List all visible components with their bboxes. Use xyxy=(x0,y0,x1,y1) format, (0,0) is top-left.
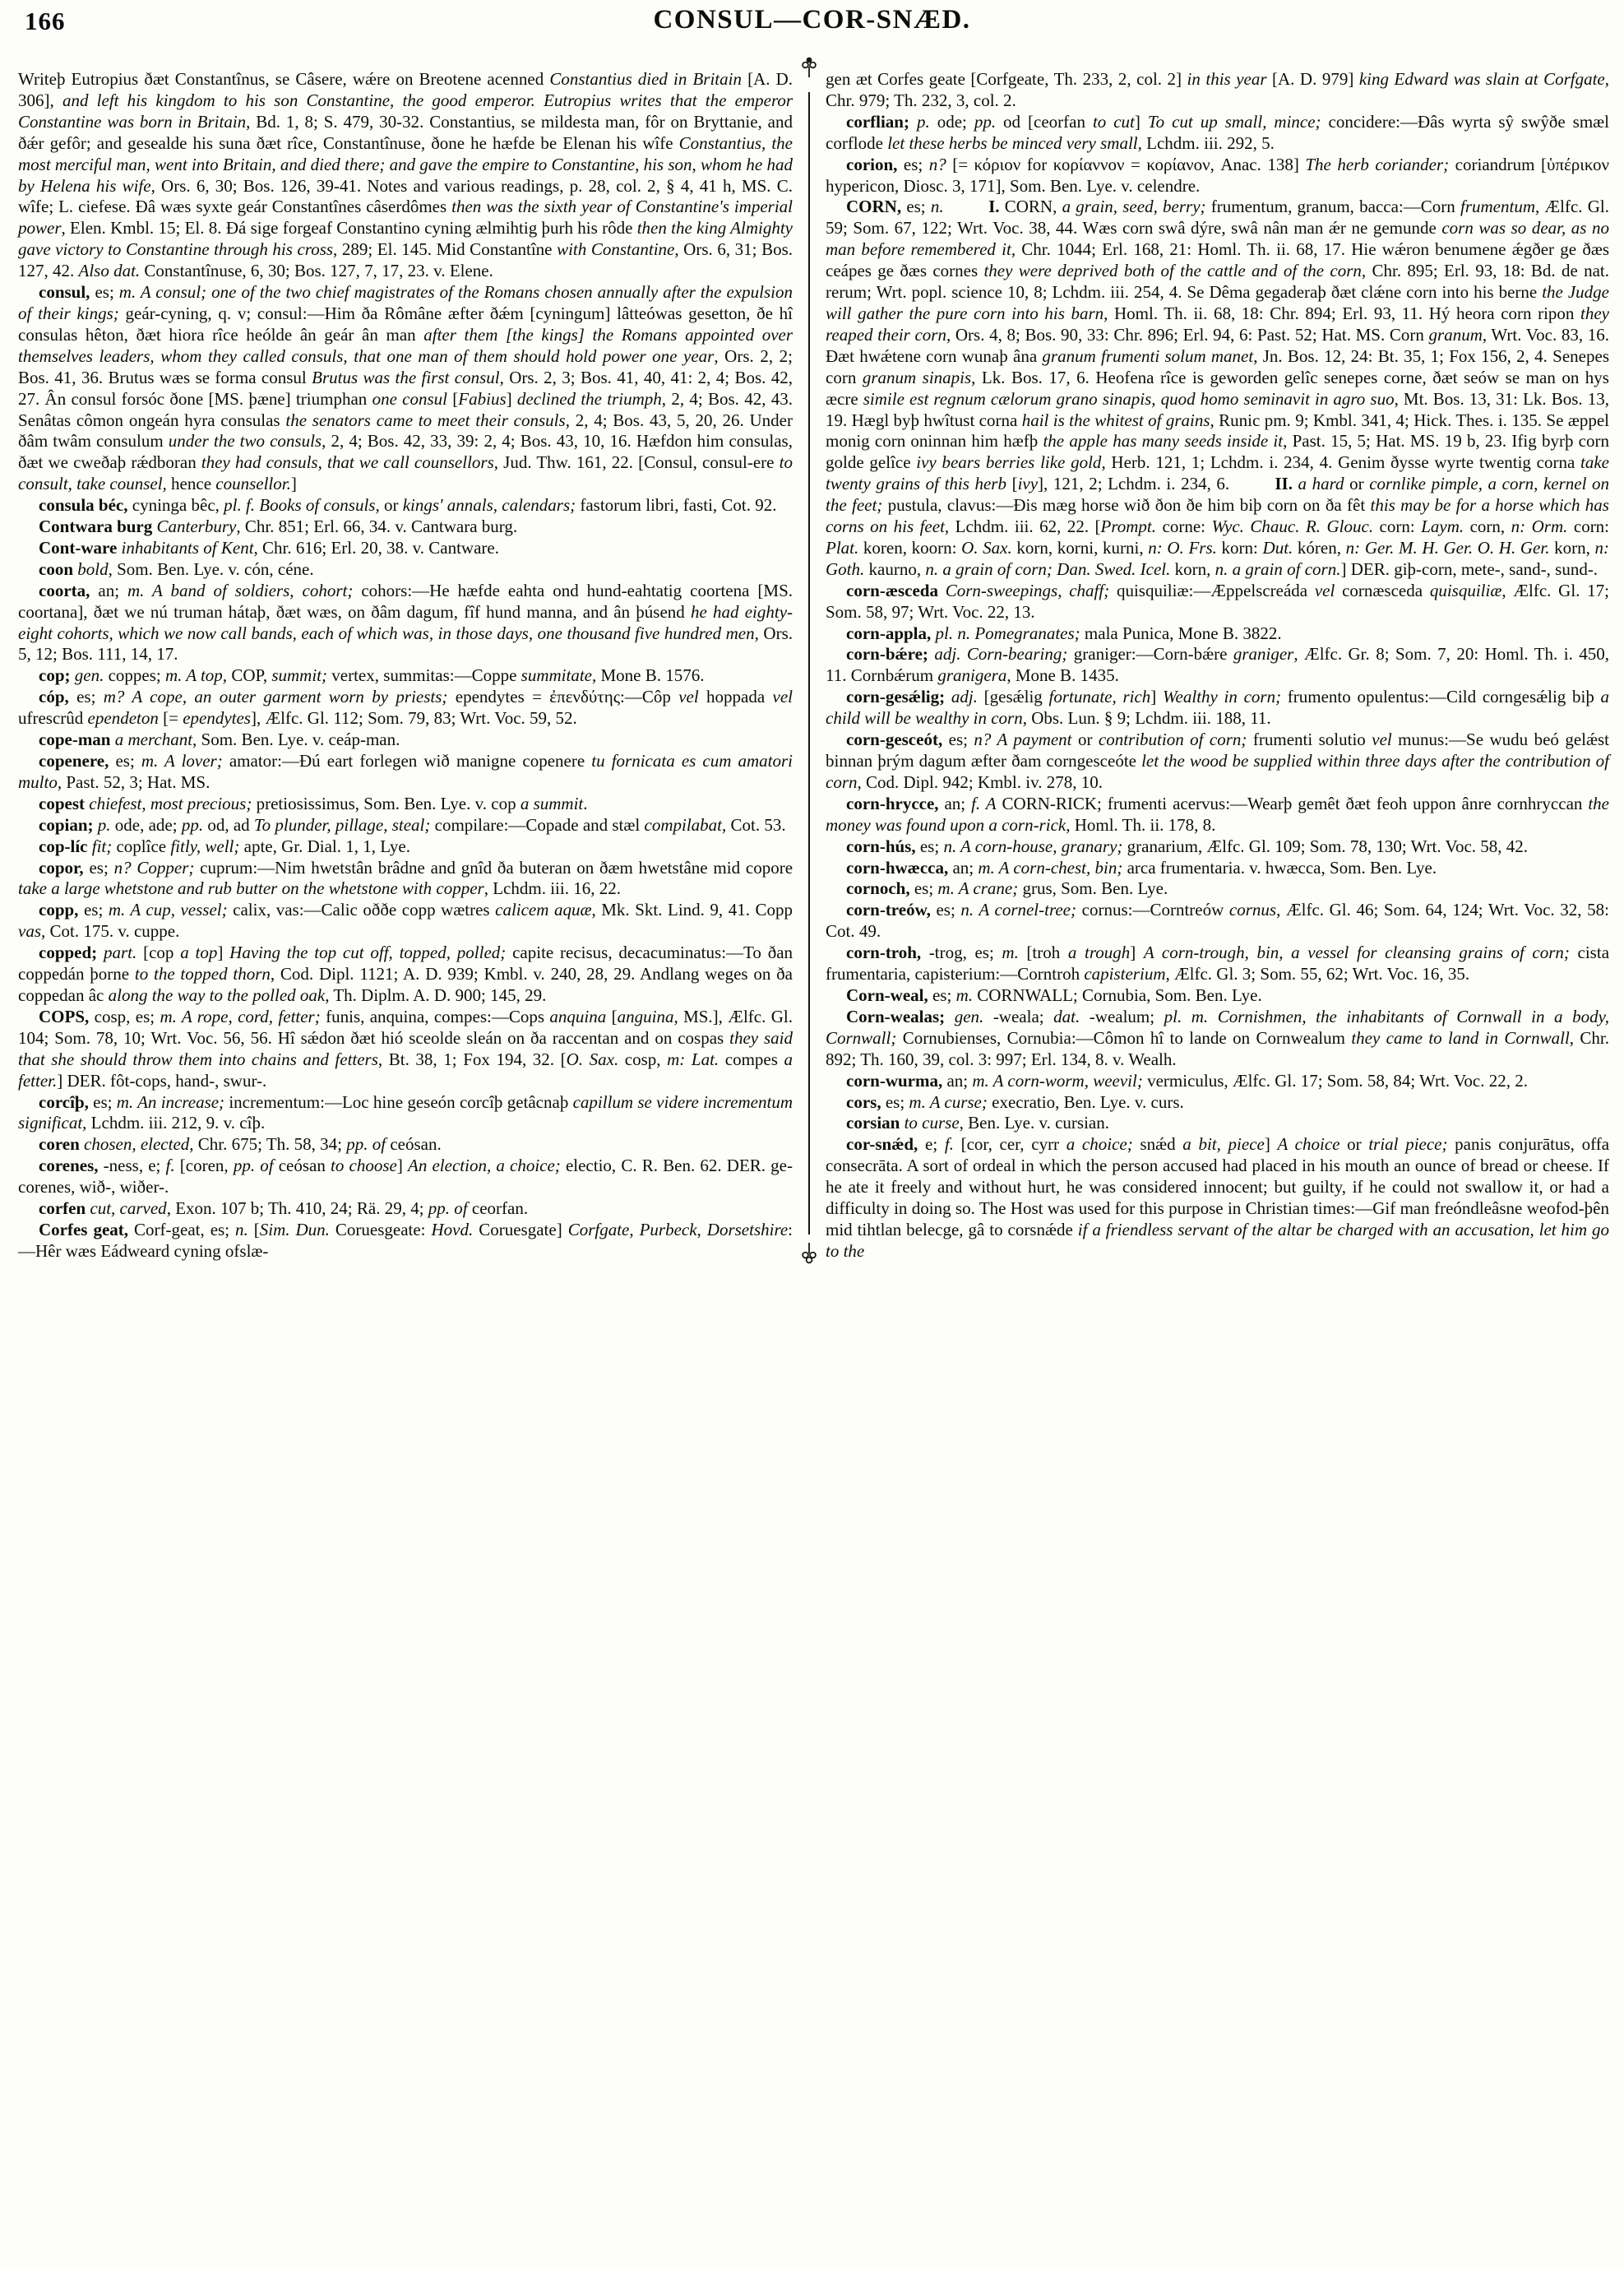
dictionary-entry: Corfes geat, Corf-geat, es; n. [Sim. Dun. Coruesgeate: Hovd. Coruesgate] Corfgate, Purbeck, Dorsetshire:—Hêr wæs Eádweard cyning ofslæ- xyxy=(18,1219,793,1261)
text-columns xyxy=(0,69,1624,1262)
dictionary-entry: cor-snǽd, e; f. [cor, cer, cyrr a choice; snǽd a bit, piece] A choice or trial piece; panis conjurātus, offa consecrāta. A sort of ordeal in which the person accused had placed in his mouth an ounce of bread or cheese. If he ate it freely and without hurt, he was considered innocent; but guilty, if he could not swallow it, or had a difficulty in doing so. The Host was used for this purpose in Christian times:—Gif man freóndleâsne weofod-þên mid tihtlan belecge, gâ to corsnǽde if a friendless servant of the altar be charged with an accusation, let him go to the xyxy=(826,1134,1610,1261)
continued-paragraph: Writeþ Eutropius ðæt Constantînus, se Câsere, wǽre on Breotene acenned Constantius died in Britain [A. D. 306], and left his kingdom to his son Constantine, the good emperor. Eutropius writes that the emperor Constantine was born in Britain, Bd. 1, 8; S. 479, 30-32. Constantius, se mildesta man, fôr on Bryttanie, and ðǽr gefôr; and gesealde his suna ðæt rîce, Constantînuse, ðone he hæfde be Elenan his wîfe Constantius, the most merciful man, went into Britain, and died there; and gave the empire to Constantine, his son, whom he had by Helena his wife, Ors. 6, 30; Bos. 126, 39-41. Notes and various readings, p. 28, col. 2, § 4, 41 h, MS. C. wîfe; L. ciefese. Ðâ wæs syxte geár Constantînes câserdômes then was the sixth year of Constantine's imperial power, Elen. Kmbl. 15; El. 8. Ðá sige forgeaf Constantino cyning ælmihtig þurh his rôde then the king Almighty gave victory to Constantine through his cross, 289; El. 145. Mid Constantîne with Constantine, Ors. 6, 31; Bos. 127, 42. Also dat. Constantînuse, 6, 30; Bos. 127, 7, 17, 23. v. Elene. xyxy=(18,69,793,281)
dictionary-entry: corn-troh, -trog, es; m. [troh a trough] A corn-trough, bin, a vessel for cleansing grains of corn; cista frumentaria, capisterium:—Corntroh capisterium, Ælfc. Gl. 3; Som. 55, 62; Wrt. Voc. 16, 35. xyxy=(826,943,1610,984)
dictionary-entry: copor, es; n? Copper; cuprum:—Nim hwetstân brâdne and gnîd ða buteran on ðæm hwetstâne mid copore take a large whetstone and rub butter on the whetstone with copper, Lchdm. iii. 16, 22. xyxy=(18,857,793,899)
dictionary-entry: coon bold, Som. Ben. Lye. v. cón, céne. xyxy=(39,558,314,579)
dictionary-entry: corn-hrycce, an; f. A CORN-RICK; frumenti acervus:—Wearþ gemêt ðæt feoh uppon ânre cornhryccan the money was found upon a corn-rick, Homl. Th. ii. 178, 8. xyxy=(826,793,1609,835)
column-gutter xyxy=(793,69,826,1262)
dictionary-entry: corion, es; n? [= κόριον for κορίαννον = κορίανον, Anac. 138] The herb coriander; coriandrum [ὑπέρικον hypericon, Diosc. 3, 171], Som. Ben. Lye. v. celendre. xyxy=(826,154,1610,196)
dictionary-entry: copest chiefest, most precious; pretiosissimus, Som. Ben. Lye. v. cop a summit. xyxy=(39,793,588,813)
dictionary-entry: corn-bǽre; adj. Corn-bearing; graniger:—Corn-bǽre graniger, Ælfc. Gr. 8; Som. 7, 20: Homl. Th. i. 450, 11. Cornbǽrum granigera, Mone B. 1435. xyxy=(826,644,1610,686)
left-column xyxy=(18,69,793,1262)
dictionary-entry: Corn-wealas; gen. -weala; dat. -wealum; pl. m. Cornishmen, the inhabitants of Cornwall in a body, Cornwall; Cornubienses, Cornubia:—Cômon hî to lande on Cornwealum they came to land in Cornwall, Chr. 892; Th. 160, 39, col. 3: 997; Erl. 134, 8. v. Wealh. xyxy=(826,1006,1610,1069)
dictionary-entry: corsian to curse, Ben. Lye. v. cursian. xyxy=(846,1113,1110,1133)
dictionary-entry: corn-wurma, an; m. A corn-worm, weevil; vermiculus, Ælfc. Gl. 17; Som. 58, 84; Wrt. Voc. 22, 2. xyxy=(846,1070,1528,1091)
dictionary-entry: coorta, an; m. A band of soldiers, cohort; cohors:—He hæfde eahta ond hund-eahtatig coortena [MS. coortana], ðæt we nú truman hátaþ, ðæt wæs, on ðâm dagum, fîf hund manna, and ân þúsend he had eighty-eight cohorts, which we now call bands, each of which was, in those days, one thousand five hundred men, Ors. 5, 12; Bos. 111, 14, 17. xyxy=(18,580,793,665)
dictionary-entry: corn-hwæcca, an; m. A corn-chest, bin; arca frumentaria. v. hwæcca, Som. Ben. Lye. xyxy=(846,857,1437,878)
dictionary-entry: COPS, cosp, es; m. A rope, cord, fetter; funis, anquina, compes:—Cops anquina [anguina, MS.], Ælfc. Gl. 104; Som. 78, 10; Wrt. Voc. 56, 56. Hî sǽdon ðæt hió sceolde sleán on ða raccentan and on cospas they said that she should throw them into chains and fetters, Bt. 38, 1; Fox 194, 32. [O. Sax. cosp, m: Lat. compes a fetter.] DER. fôt-cops, hand-, swur-. xyxy=(18,1006,793,1091)
page-number: 166 xyxy=(25,7,66,35)
dictionary-entry: copian; p. ode, ade; pp. od, ad To plunder, pillage, steal; compilare:—Copade and stæl compilabat, Cot. 53. xyxy=(39,814,786,835)
dictionary-entry: Cont-ware inhabitants of Kent, Chr. 616; Erl. 20, 38. v. Cantware. xyxy=(39,537,499,558)
right-column xyxy=(826,69,1609,1262)
dictionary-entry: copped; part. [cop a top] Having the top cut off, topped, polled; capite recisus, decacuminatus:—To ðan coppedán þorne to the topped thorn, Cod. Dipl. 1121; A. D. 939; Kmbl. v. 240, 28, 29. Andlang weges on ða coppedan âc along the way to the polled oak, Th. Diplm. A. D. 900; 145, 29. xyxy=(18,943,793,1005)
dictionary-entry: coren chosen, elected, Chr. 675; Th. 58, 34; pp. of ceósan. xyxy=(39,1134,442,1155)
trefoil-ornament-bottom-icon xyxy=(799,1243,819,1264)
dictionary-entry: consul, es; m. A consul; one of the two chief magistrates of the Romans chosen annually after the expulsion of their kings; geár-cyning, q. v; consul:—Him ða Rômâne æfter ðǽm [cyningum] lâtteówas gesetton, ðe hî consulas hêton, ðæt hiora rîce heólde ân geár ân man after them [the kings] the Romans appointed over themselves leaders, whom they called consuls, that one man of them should hold power one year, Ors. 2, 2; Bos. 41, 36. Brutus wæs se forma consul Brutus was the first consul, Ors. 2, 3; Bos. 41, 40, 41: 2, 4; Bos. 42, 27. Ân consul forsóc ðone [MS. þæne] triumphan one consul [Fabius] declined the triumph, 2, 4; Bos. 42, 43. Senâtas cômon ongeán hyra consulas the senators came to meet their consuls, 2, 4; Bos. 43, 5, 20, 26. Under ðâm twâm consulum under the two consuls, 2, 4; Bos. 42, 33, 39: 2, 4; Bos. 43, 10, 16. Hæfdon him consulas, ðæt we cweðaþ rǽdboran they had consuls, that we call counsellors, Jud. Thw. 161, 22. [Consul, consul-ere to consult, take counsel, hence counsellor.] xyxy=(18,282,793,494)
dictionary-entry: corn-gesǽlig; adj. [gesǽlig fortunate, rich] Wealthy in corn; frumento opulentus:—Cild corngesǽlig biþ a child will be wealthy in corn, Obs. Lun. § 9; Lchdm. iii. 188, 11. xyxy=(826,687,1610,729)
dictionary-entry: corfen cut, carved, Exon. 107 b; Th. 410, 24; Rä. 29, 4; pp. of ceorfan. xyxy=(39,1198,529,1219)
dictionary-entry: corenes, -ness, e; f. [coren, pp. of ceósan to choose] An election, a choice; electio, C. R. Ben. 62. DER. ge-corenes, wið-, wiðer-. xyxy=(18,1156,793,1198)
dictionary-entry: cornoch, es; m. A crane; grus, Som. Ben. Lye. xyxy=(846,878,1168,899)
dictionary-entry: corn-treów, es; n. A cornel-tree; cornus:—Corntreów cornus, Ælfc. Gl. 46; Som. 64, 124; Wrt. Voc. 32, 58: Cot. 49. xyxy=(826,900,1609,942)
dictionary-entry: corcîþ, es; m. An increase; incrementum:—Loc hine geseón corcîþ getâcnaþ capillum se videre incrementum significat, Lchdm. iii. 212, 9. v. cîþ. xyxy=(18,1091,793,1133)
trefoil-ornament-top-icon xyxy=(799,56,819,77)
dictionary-entry: cop-líc fit; coplîce fitly, well; apte, Gr. Dial. 1, 1, Lye. xyxy=(39,836,410,856)
dictionary-entry: CORN, es; n. I. CORN, a grain, seed, berry; frumentum, granum, bacca:—Corn frumentum, Ælfc. Gl. 59; Som. 67, 122; Wrt. Voc. 38, 44. Wæs corn swâ dýre, swâ nân man ǽr ne gemunde corn was so dear, as no man before remembered it, Chr. 1044; Erl. 168, 21: Homl. Th. ii. 68, 17. Hie wǽron benumene ǽgðer ge ðæs ceápes ge ðæs cornes they were deprived both of the cattle and of the corn, Chr. 895; Erl. 93, 18: Bd. de nat. rerum; Wrt. popl. science 10, 8; Lchdm. iii. 254, 4. Se Dêma gegaderaþ ðæt clǽne corn into his berne the Judge will gather the pure corn into his barn, Homl. Th. ii. 68, 18: Chr. 894; Erl. 93, 11. Hý heora corn ripon they reaped their corn, Ors. 4, 8; Bos. 90, 33: Chr. 896; Erl. 94, 6: Past. 52; Hat. MS. Corn granum, Wrt. Voc. 83, 16. Ðæt hwǽtene corn wunaþ âna granum frumenti solum manet, Jn. Bos. 12, 24: Bt. 35, 1; Fox 156, 2, 4. Senepes corn granum sinapis, Lk. Bos. 17, 6. Heofena rîce is geworden gelîc senepes corne, ðæt seów se man on hys æcre simile est regnum cælorum grano sinapis, quod homo seminavit in agro suo, Mt. Bos. 13, 31: Lk. Bos. 13, 19. Hægl byþ hwîtust corna hail is the whitest of grains, Runic pm. 9; Kmbl. 341, 4; Hick. Thes. i. 135. Se æppel monig corn oninnan him hæfþ the apple has many seeds inside it, Past. 15, 5; Hat. MS. 19 b, 23. Ifig byrþ corn golde gelîce ivy bears berries like gold, Herb. 121, 1; Lchdm. i. 234, 4. Genim ðysse wyrte twentig corna take twenty grains of this herb [ivy], 121, 2; Lchdm. i. 234, 6. II. a hard or cornlike pimple, a corn, kernel on the feet; pustula, clavus:—Ðis mæg horse wið ðon ðe him biþ corn on ða fêt this may be for a horse which has corns on his feet, Lchdm. iii. 62, 22. [Prompt. corne: Wyc. Chauc. R. Glouc. corn: Laym. corn, n: Orm. corn: Plat. koren, koorn: O. Sax. korn, korni, kurni, n: O. Frs. korn: Dut. kóren, n: Ger. M. H. Ger. O. H. Ger. korn, n: Goth. kaurno, n. a grain of corn; Dan. Swed. Icel. korn, n. a grain of corn.] DER. giþ-corn, mete-, sand-, sund-. xyxy=(826,197,1610,579)
dictionary-entry: cope-man a merchant, Som. Ben. Lye. v. ceáp-man. xyxy=(39,730,400,750)
dictionary-entry: corn-appla, pl. n. Pomegranates; mala Punica, Mone B. 3822. xyxy=(846,623,1282,643)
column-divider-rule xyxy=(808,92,810,1235)
dictionary-entry: copp, es; m. A cup, vessel; calix, vas:—Calic oððe copp wætres calicem aquæ, Mk. Skt. Lind. 9, 41. Copp vas, Cot. 175. v. cuppe. xyxy=(18,900,793,942)
dictionary-entry: corn-hús, es; n. A corn-house, granary; granarium, Ælfc. Gl. 109; Som. 78, 130; Wrt. Voc. 58, 42. xyxy=(846,836,1529,856)
dictionary-entry: Corn-weal, es; m. CORNWALL; Cornubia, Som. Ben. Lye. xyxy=(846,984,1262,1005)
dictionary-entry: cors, es; m. A curse; execratio, Ben. Lye. v. curs. xyxy=(846,1091,1184,1112)
dictionary-entry: copenere, es; m. A lover; amator:—Ðú eart forlegen wið manigne copenere tu fornicata es cum amatori multo, Past. 52, 3; Hat. MS. xyxy=(18,751,793,792)
dictionary-entry: corn-æsceda Corn-sweepings, chaff; quisquiliæ:—Æppelscreáda vel cornæsceda quisquiliæ, Ælfc. Gl. 17; Som. 58, 97; Wrt. Voc. 22, 13. xyxy=(826,580,1609,622)
dictionary-entry: corflian; p. ode; pp. od [ceorfan to cut] To cut up small, mince; concidere:—Ðâs wyrta sŷ swŷðe smæl corflode let these herbs be minced very small, Lchdm. iii. 292, 5. xyxy=(826,111,1610,153)
dictionary-entry: cóp, es; m? A cope, an outer garment worn by priests; ependytes = ἐπενδύτης:—Côp vel hoppada vel ufrescrûd ependeton [= ependytes], Ælfc. Gl. 112; Som. 79, 83; Wrt. Voc. 59, 52. xyxy=(18,687,793,729)
dictionary-entry: consula béc, cyninga bêc, pl. f. Books of consuls, or kings' annals, calendars; fastorum libri, fasti, Cot. 92. xyxy=(39,495,777,516)
dictionary-entry: Contwara burg Canterbury, Chr. 851; Erl. 66, 34. v. Cantwara burg. xyxy=(39,517,518,537)
page-title: CONSUL—COR-SNÆD. xyxy=(653,5,971,35)
dictionary-entry: cop; gen. coppes; m. A top, COP, summit; vertex, summitas:—Coppe summitate, Mone B. 1576. xyxy=(39,665,705,686)
dictionary-entry: corn-gesceót, es; n? A payment or contribution of corn; frumenti solutio vel munus:—Se wudu beó gelǽst binnan þrým dagum æfter ðam corngesceóte let the wood be supplied within three days after the contribution of corn, Cod. Dipl. 942; Kmbl. iv. 278, 10. xyxy=(826,730,1609,792)
continued-paragraph: gen æt Corfes geate [Corfgeate, Th. 233, 2, col. 2] in this year [A. D. 979] king Edward was slain at Corfgate, Chr. 979; Th. 232, 3, col. 2. xyxy=(826,69,1609,110)
